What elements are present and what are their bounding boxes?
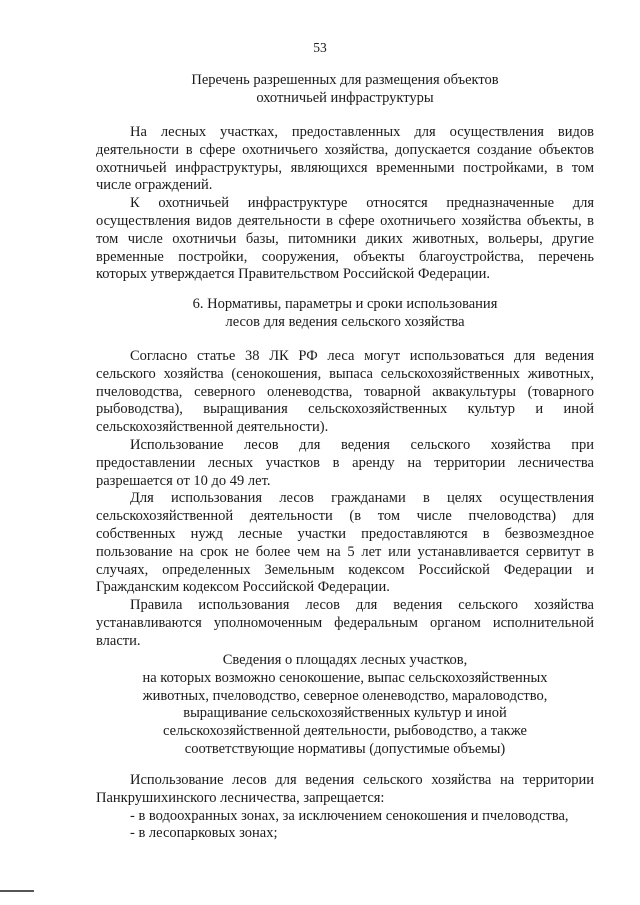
heading-line: лесов для ведения сельского хозяйства (225, 313, 465, 330)
list-item: - в лесопарковых зонах; (130, 825, 278, 842)
scan-edge-mark (0, 890, 34, 892)
paragraph: Согласно статье 38 ЛК РФ леса могут использоваться для ведения сельского хозяйства (сенокошения, выпаса сельскохозяйственных животных, пчеловодства, северного оленеводства, товарной аквакультуры (товарного рыбоводства), выращивания сельскохозяйственных культур и иной сельскохозяйственной деятельности). (96, 348, 594, 436)
heading-line: охотничьей инфраструктуры (256, 89, 434, 106)
heading-line: 6. Нормативы, параметры и сроки использования (192, 296, 498, 312)
areas-info-heading (96, 652, 594, 759)
paragraph: Использование лесов для ведения сельского хозяйства на территории Панкрушихинского лесничества, запрещается: (96, 772, 594, 806)
hunting-infrastructure-text (96, 124, 594, 284)
list-item: - в водоохранных зонах, за исключением сенокошения и пчеловодства, (130, 807, 569, 824)
heading-line: животных, пчеловодство, северное оленеводство, мараловодство, (142, 687, 548, 704)
heading-line: выращивание сельскохозяйственных культур и иной (183, 705, 507, 722)
paragraph: Использование лесов для ведения сельского хозяйства при предоставлении лесных участков в аренду на территории лесничества разрешается от 10 до 49 лет. (96, 436, 594, 489)
hunting-infrastructure-heading (96, 72, 594, 108)
heading-line: на которых возможно сенокошение, выпас сельскохозяйственных (142, 669, 548, 686)
agriculture-section-heading (96, 296, 594, 332)
heading-line: Перечень разрешенных для размещения объектов (191, 72, 499, 88)
paragraph: На лесных участках, предоставленных для осуществления видов деятельности в сфере охотничьего хозяйства, допускается создание объектов охотничьей инфраструктуры, являющихся временными постройками, в том числе ограждений. (96, 124, 594, 194)
paragraph: К охотничьей инфраструктуре относятся предназначенные для осуществления видов деятельности в сфере охотничьего хозяйства объекты, в том числе охотничьи базы, питомники диких животных, вольеры, другие временные постройки, сооружения, объекты благоустройства, перечень которых утверждается Правительством Российской Федерации. (96, 195, 594, 283)
heading-line: соответствующие нормативы (допустимые объемы) (184, 740, 506, 757)
areas-info-text (96, 772, 594, 843)
heading-line: сельскохозяйственной деятельности, рыбоводство, а также (163, 723, 527, 740)
page-number: 53 (313, 40, 327, 55)
paragraph: Для использования лесов гражданами в целях осуществления сельскохозяйственной деятельности (в том числе пчеловодства) для собственных нужд лесные участки предоставляются в безвозмездное пользование на срок не более чем на 5 лет или устанавливается сервитут в случаях, определенных Земельным кодексом Российской Федерации и Гражданским кодексом Российской Федерации. (96, 490, 594, 596)
heading-line: Сведения о площадях лесных участков, (222, 652, 468, 668)
agriculture-section-text (96, 348, 594, 651)
paragraph: Правила использования лесов для ведения сельского хозяйства устанавливаются уполномоченным федеральным органом исполнительной власти. (96, 597, 594, 649)
